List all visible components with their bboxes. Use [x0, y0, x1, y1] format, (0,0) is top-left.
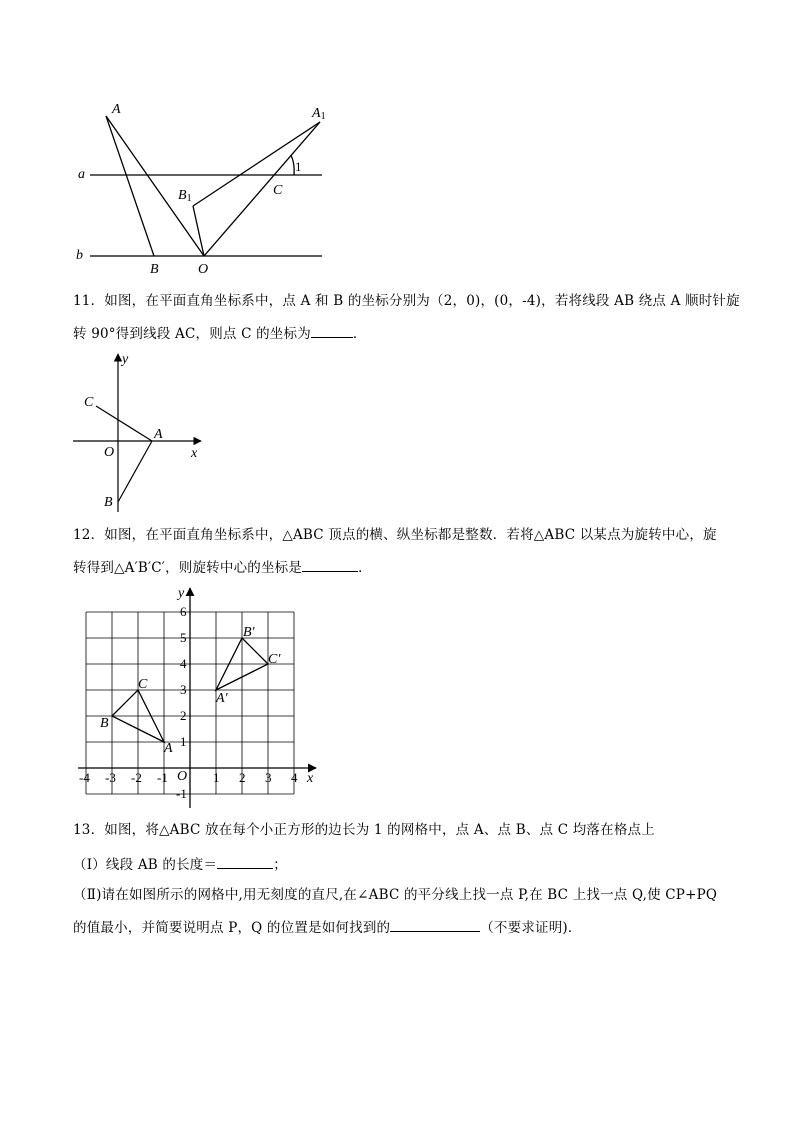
q12-y-tick-label: 4 [180, 656, 187, 671]
q12-label-A: A [164, 741, 173, 756]
segment-OA1 [204, 122, 320, 256]
q12-y-tick-label: 3 [180, 682, 187, 697]
q11-prompt: 转 90°得到线段 AC，则点 C 的坐标为 [73, 326, 311, 342]
q12-label-O: O [177, 769, 188, 784]
q11-label-x: x [191, 446, 198, 461]
q13-part-2-answer-blank[interactable] [390, 917, 480, 932]
q12-label-B-prime: B′ [243, 625, 255, 640]
label-line-b: b [76, 248, 83, 263]
q11-label-y: y [122, 352, 129, 367]
segment-AO [106, 116, 204, 256]
q12-label-x: x [307, 771, 314, 786]
label-B1: B1 [178, 188, 192, 204]
q13-part-1-answer-blank[interactable] [217, 854, 273, 869]
q13-part-2-end: （不要求证明)． [480, 920, 582, 936]
q11-line-1: 11．如图，在平面直角坐标系中，点 A 和 B 的坐标分别为（2，0)，(0，-4)，若将线段 AB 绕点 A 顺时针旋 [73, 293, 740, 309]
q11-label-A: A [154, 427, 163, 442]
q12-x-tick-label: -2 [131, 770, 142, 785]
segment-AB [106, 116, 154, 256]
q12-x-tick-label: -4 [79, 770, 90, 785]
q12-grid-figure [70, 582, 325, 812]
q12-label-C-prime: C′ [268, 652, 281, 667]
q12-label-A-prime: A′ [216, 691, 228, 706]
q12-x-tick-label: -3 [105, 770, 116, 785]
q12-label-C: C [138, 677, 148, 692]
label-C: C [273, 183, 283, 198]
label-angle-1: 1 [295, 159, 302, 174]
q11-coordinate-figure [70, 350, 210, 515]
q11-segment-AB [118, 441, 152, 502]
q12-y-tick-label: 6 [180, 604, 187, 619]
q11-answer-blank[interactable] [311, 323, 353, 338]
q12-x-tick-label: 2 [239, 770, 246, 785]
q12-label-B: B [100, 716, 109, 731]
q11-label-O: O [104, 445, 115, 460]
q13-line-3: （Ⅱ)请在如图所示的网格中,用无刻度的直尺,在∠ABC 的平分线上找一点 P,在 BC 上找一点 Q,使 CP+PQ [73, 887, 718, 903]
label-O: O [198, 262, 209, 277]
q12-label-y: y [178, 586, 185, 601]
q12-line-2 [73, 557, 372, 578]
q12-y-tick-label: 2 [180, 708, 187, 723]
q12-y-tick-label: 5 [180, 630, 187, 645]
q12-y-tick-label: 1 [180, 734, 187, 749]
q13-part-1-end: ； [273, 857, 287, 873]
q13-line-2 [73, 854, 287, 875]
label-line-a: a [78, 167, 85, 182]
q13-part-1-prompt: （Ⅰ）线段 AB 的长度＝ [73, 857, 218, 873]
label-A1: A1 [312, 106, 326, 122]
q11-segment-AC [96, 406, 152, 441]
q12-x-tick-label: 4 [291, 770, 298, 785]
q12-answer-blank[interactable] [302, 557, 358, 572]
q11-line-2 [73, 323, 367, 344]
label-B: B [150, 262, 159, 277]
q11-end: ． [352, 326, 367, 342]
q12-x-tick-label: 3 [265, 770, 272, 785]
q12-line-1: 12．如图，在平面直角坐标系中，△ABC 顶点的横、纵坐标都是整数．若将△ABC 以某点为旋转中心，旋 [73, 527, 717, 543]
q12-end: ． [358, 560, 372, 576]
q13-part-2-prompt: 的值最小，并简要说明点 P，Q 的位置是如何找到的 [73, 920, 391, 936]
q11-label-B: B [104, 495, 113, 510]
angle-1-arc [291, 155, 294, 175]
q12-y-tick-label: -1 [176, 786, 187, 801]
q12-x-tick-label: -1 [157, 770, 168, 785]
q12-x-tick-label: 1 [213, 770, 220, 785]
q13-line-4 [73, 917, 582, 938]
q13-line-1: 13．如图，将△ABC 放在每个小正方形的边长为 1 的网格中，点 A、点 B、点 C 均落在格点上 [73, 822, 655, 838]
label-A: A [112, 102, 121, 117]
q12-prompt: 转得到△A′B′C′，则旋转中心的坐标是 [73, 560, 303, 576]
q11-label-C: C [84, 395, 94, 410]
parallel-lines-figure [70, 95, 340, 285]
